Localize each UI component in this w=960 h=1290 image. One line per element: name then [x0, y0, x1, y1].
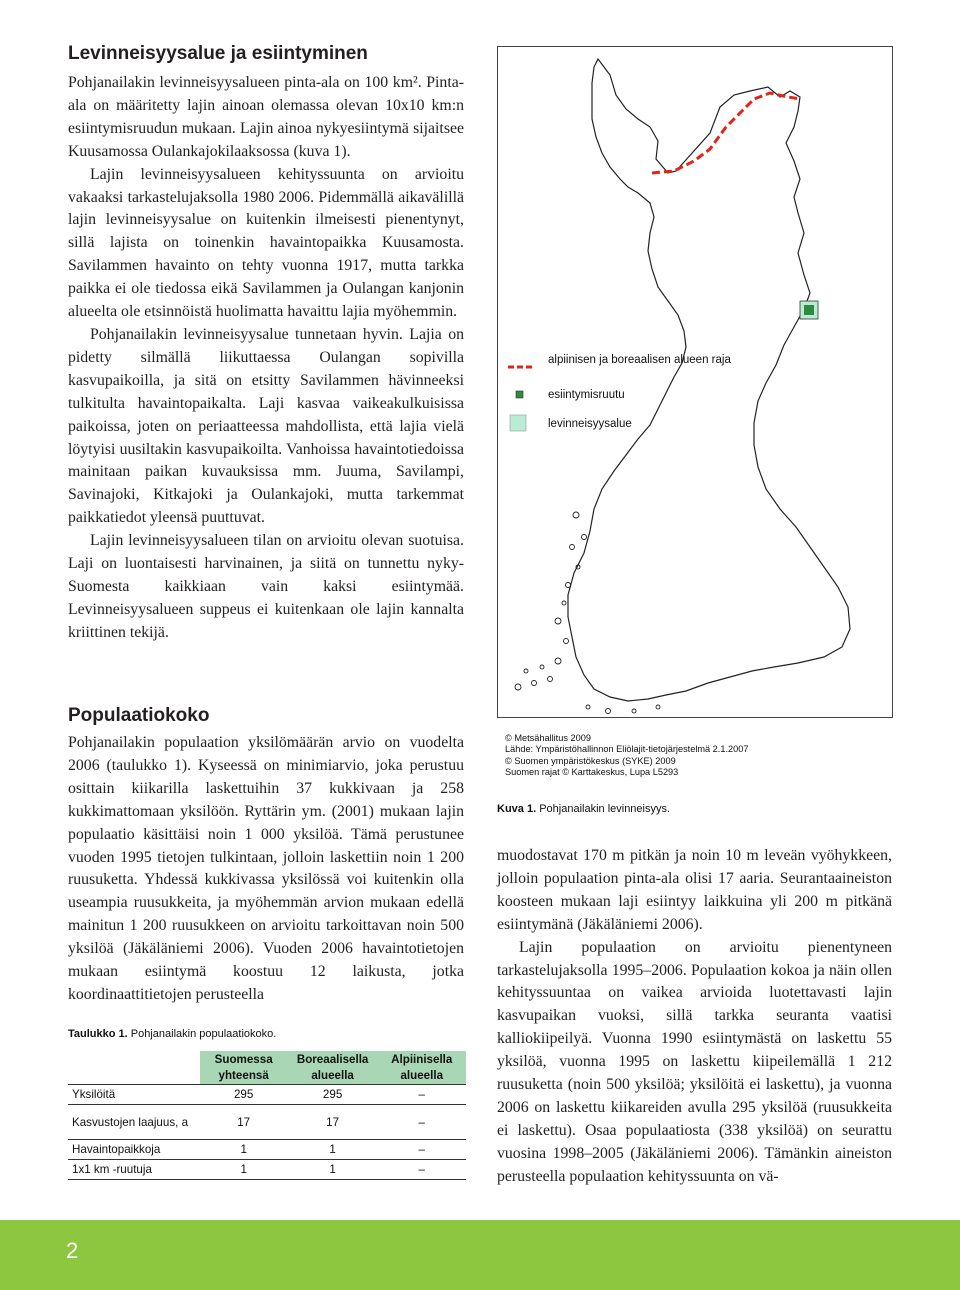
credit-line: © Metsähallitus 2009: [505, 733, 591, 743]
table-header-cell: Suomessa yhteensä: [200, 1051, 288, 1085]
table-cell: 1x1 km -ruutuja: [68, 1160, 200, 1180]
legend-range-label: levinneisyysalue: [548, 418, 632, 430]
paragraph: Pohjanailakin levinneisyysalueen pinta-ala on 100 km². Pinta-ala on määritetty lajin ainoan olemassa olevan 10x10 km:n esiintymisruudun mukaan. Lajin ainoa nykyesiintymä sijaitsee Kuusamossa Oulankajokilaaksossa (kuva 1).: [68, 74, 464, 160]
table-cell: –: [378, 1160, 466, 1180]
section-heading-distribution: Levinneisyysalue ja esiintyminen: [68, 43, 368, 64]
legend-border-label: alpiinisen ja boreaalisen alueen raja: [548, 354, 731, 366]
table-row: [68, 1105, 466, 1140]
distribution-text: [68, 72, 464, 645]
page-number: 2: [66, 1238, 79, 1263]
credit-line: © Suomen ympäristökeskus (SYKE) 2009: [505, 755, 676, 766]
table-cell: 1: [200, 1160, 288, 1180]
paragraph: muodostavat 170 m pitkän ja noin 10 m leveän vyöhykkeen, jolloin populaation pinta-ala olisi 17 aaria. Seurantaaineiston koosteen mukaan laji esiintyy laikkuina yli 200 m pitkänä esiintymänä (Jäkäläniemi 2006).: [497, 847, 892, 933]
table-cell: –: [378, 1105, 466, 1140]
population-text-continued: [497, 845, 892, 1189]
credit-line: Suomen rajat © Karttakeskus, Lupa L5293: [505, 767, 679, 778]
paragraph: Lajin levinneisyysalueen kehityssuunta on arvioitu vakaaksi tarkastelujaksolla 1980 2006. Pidemmällä aikavälillä lajin levinneisyysalue on kuitenkin ilmeisesti pienentynyt, sillä lajista on toinenkin havaintopaikka Kuusamosta. Savilammen havainto on tehty vuonna 1917, mutta tarkka paikka ei ole tiedossa eikä Savilammen ja Oulangan kanjonin alueelta ole etsinnöistä huolimatta havaittu lajia myöhemmin.: [68, 165, 464, 321]
credit-line: Lähde: Ympäristöhallinnon Eliölajit-tietojärjestelmä 2.1.2007: [505, 744, 749, 755]
table-cell: 1: [288, 1140, 378, 1160]
legend-occurrence-symbol: [516, 391, 523, 398]
table-caption-text: Pohjanailakin populaatiokoko.: [127, 1028, 277, 1040]
table-caption: [68, 1028, 276, 1040]
footer-band: [0, 1220, 960, 1290]
occurrence-square-inner: [804, 305, 814, 315]
table-cell: Kasvustojen laajuus, a: [68, 1105, 200, 1140]
table-cell: –: [378, 1140, 466, 1160]
table-cell: –: [378, 1085, 466, 1105]
paragraph: Lajin populaation on arvioitu pienentyneen tarkastelujaksolla 1995–2006. Populaation kokoa ja näin ollen kehityssuuntaa on vaikea arvioida luotettavasti lajin kasvupaikan vuoksi, sillä tarkka seuranta vaatisi kalliokiipeilyä. Vuonna 1990 esiintymästä on laskettu 55 yksilöä, vuonna 1995 on laskettu kiipeilemällä 1 212 ruusuketta (noin 500 yksilöä; yksilöitä ei laskettu), ja vuonna 2006 on laskettu kiikareiden avulla 295 yksilöä (ruusukkeita ei laskettu). Osaa populaatiosta (338 yksilöä) on seurattu vuosina 1998–2005 (Jäkäläniemi 2006). Tämänkin aineiston perusteella populaation kehityssuunta on vä-: [497, 938, 892, 1185]
table-row: [68, 1160, 466, 1180]
figure-caption-label: Kuva 1.: [497, 803, 537, 815]
legend-occurrence-label: esiintymisruutu: [548, 389, 625, 401]
figure-caption: [497, 803, 670, 815]
table-cell: 17: [200, 1105, 288, 1140]
table-header-cell: [68, 1051, 200, 1085]
table-header-cell: Alpiinisella alueella: [378, 1051, 466, 1085]
table-cell: 295: [200, 1085, 288, 1105]
section-heading-population: Populaatiokoko: [68, 705, 210, 726]
table-caption-label: Taulukko 1.: [68, 1028, 128, 1040]
table-row: [68, 1085, 466, 1105]
table-cell: 295: [288, 1085, 378, 1105]
paragraph: Pohjanailakin levinneisyysalue tunnetaan hyvin. Lajia on pidetty silmällä liikuttaessa Oulangan sopivilla kasvupaikoilla, ja sitä on etsitty Savilammen hävinneeksi tulkitulta havaintopaikalta. Laji kasvaa vaikeakulkuisissa paikoissa, joten on periaatteessa mahdollista, että lajia vielä löytyisi uusiltakin kasvupaikoilta. Vanhoissa havaintotiedoissa mainitaan paikan kuvauksissa mm. Juuma, Savilampi, Savinajoki, Kitkajoki ja Oulankajoki, mutta tarkemmat paikkatiedot yleensä puuttuvat.: [68, 325, 464, 527]
alpine-boreal-border-line: [652, 93, 800, 173]
table-header-cell: Boreaalisella alueella: [288, 1051, 378, 1085]
table-cell: 1: [200, 1140, 288, 1160]
map-credits: [505, 733, 885, 779]
table-header-row: [68, 1051, 466, 1085]
population-table: [68, 1051, 466, 1180]
table-cell: 17: [288, 1105, 378, 1140]
legend-range-symbol: [510, 415, 526, 431]
table-row: [68, 1140, 466, 1160]
finland-outline: [568, 59, 850, 701]
distribution-map: [497, 46, 893, 718]
population-text: [68, 732, 464, 1007]
table-cell: Yksilöitä: [68, 1085, 200, 1105]
table-cell: Havaintopaikkoja: [68, 1140, 200, 1160]
table-cell: 1: [288, 1160, 378, 1180]
paragraph: Lajin levinneisyysalueen tilan on arvioitu olevan suotuisa. Laji on luontaisesti harvinainen, ja siitä on tunnettu nyky-Suomesta kaikkiaan vain kaksi esiintymää. Levinneisyysalueen suppeus ei kuitenkaan ole lajin kannalta kriittinen tekijä.: [68, 532, 464, 641]
figure-caption-text: Pohjanailakin levinneisyys.: [536, 803, 671, 815]
finland-map-svg: [498, 47, 894, 719]
paragraph: Pohjanailakin populaation yksilömäärän arvio on vuodelta 2006 (taulukko 1). Kyseessä on minimiarvio, joka perustuu osittain kiikarilla laskettuihin 37 kukkivaan ja 258 kukkimattomaan yksilöön. Ryttärin ym. (2001) mukaan lajin populaatio käsittäisi noin 1 000 yksilöä. Tämä perustunee vuoden 1995 tietojen tulkintaan, jolloin laskettiin noin 1 200 ruusuketta. Yhdessä kukkivassa yksilössä voi kuitenkin olla useampia ruusukkeita, ja myöhemmän arvion mukaan edellä mainitun 1 200 ruusukkeen on arvioitu tarkoittavan noin 500 yksilöä (Jäkäläniemi 2006). Vuoden 2006 havaintotietojen mukaan esiintymä koostuu 12 laikusta, jotka koordinaattitietojen perusteella: [68, 734, 464, 1003]
